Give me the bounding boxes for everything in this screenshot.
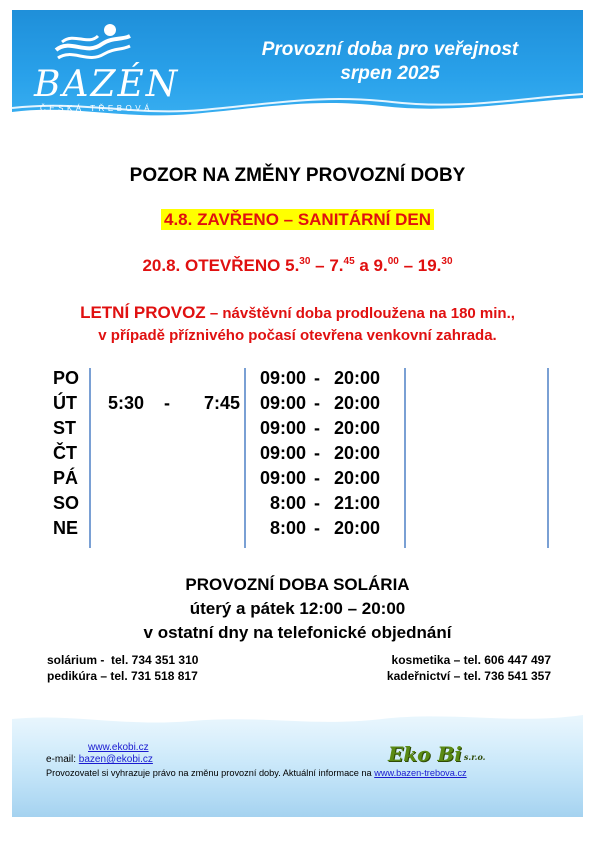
contact-solarium: solárium - tel. 734 351 310 [47, 653, 199, 667]
website-link[interactable]: www.ekobi.cz [88, 742, 149, 753]
eko-bi-logo [388, 742, 485, 766]
day-label: PO [53, 368, 80, 388]
schedule-row [0, 443, 595, 468]
pool-logo [24, 16, 180, 116]
contacts-right [387, 652, 551, 684]
email-line [46, 754, 153, 765]
eko-bi-logo-text: Eko Bi [388, 742, 462, 766]
summer-notice [0, 302, 595, 347]
solarium-line2: v ostatní dny na telefonické objednání [143, 623, 452, 642]
afternoon-to: 20:00 [334, 393, 381, 413]
afternoon-to: 20:00 [334, 468, 381, 488]
day-label: ST [53, 418, 77, 438]
open-notice-sup: 30 [441, 256, 453, 267]
afternoon-from: 8:00 [269, 493, 306, 513]
afternoon-to: 20:00 [334, 418, 381, 438]
day-label: NE [53, 518, 79, 538]
afternoon-dash: - [314, 368, 320, 388]
afternoon-dash: - [314, 443, 320, 463]
disclaimer [46, 768, 467, 778]
schedule-row [0, 518, 595, 543]
afternoon-from: 09:00 [259, 468, 306, 488]
day-label: ČT [53, 443, 77, 463]
open-notice-part: 20.8. OTEVŘENO 5. [142, 256, 300, 275]
afternoon-dash: - [314, 518, 320, 538]
open-notice-part: a 9. [354, 256, 388, 275]
afternoon-dash: - [314, 468, 320, 488]
contact-pedicure: pedikúra – tel. 731 518 817 [47, 669, 198, 683]
schedule-row [0, 418, 595, 443]
afternoon-from: 09:00 [259, 393, 306, 413]
logo-name: BAZÉN [34, 64, 180, 105]
afternoon-to: 20:00 [334, 443, 381, 463]
notice-title: POZOR NA ZMĚNY PROVOZNÍ DOBY [129, 165, 466, 186]
email-link[interactable]: bazen@ekobi.cz [78, 754, 153, 765]
solarium-line1: úterý a pátek 12:00 – 20:00 [189, 599, 406, 618]
morning-to: 7:45 [203, 393, 240, 413]
afternoon-to: 20:00 [334, 368, 381, 388]
afternoon-to: 21:00 [334, 493, 381, 513]
afternoon-from: 8:00 [269, 518, 306, 538]
open-notice-part: – 19. [398, 256, 442, 275]
schedule-row [0, 493, 595, 518]
solarium-title: PROVOZNÍ DOBA SOLÁRIA [185, 575, 410, 594]
afternoon-dash: - [314, 418, 320, 438]
eko-bi-logo-sro: s.r.o. [463, 752, 486, 762]
schedule-row [0, 468, 595, 493]
summer-lead: LETNÍ PROVOZ [80, 303, 206, 322]
schedule-row [0, 368, 595, 393]
open-notice-sup: 45 [343, 256, 355, 267]
afternoon-from: 09:00 [259, 368, 306, 388]
afternoon-from: 09:00 [259, 443, 306, 463]
email-label: e-mail: [46, 754, 79, 765]
afternoon-to: 20:00 [334, 518, 381, 538]
afternoon-dash: - [314, 393, 320, 413]
day-label: SO [53, 493, 80, 513]
open-notice-part: – 7. [310, 256, 344, 275]
contact-hairdresser: kadeřnictví – tel. 736 541 357 [386, 669, 551, 683]
afternoon-from: 09:00 [259, 418, 306, 438]
contacts-left [47, 652, 198, 684]
page-title [210, 38, 570, 86]
day-label: ÚT [53, 393, 77, 413]
open-notice [0, 256, 595, 276]
summer-text-line2: v případě příznivého počasí otevřena venkovní zahrada. [98, 327, 497, 344]
morning-from: 5:30 [108, 393, 145, 413]
open-notice-sup: 30 [299, 256, 311, 267]
header-band [12, 10, 583, 130]
day-label: PÁ [53, 468, 79, 488]
closed-notice-text: 4.8. ZAVŘENO – SANITÁRNÍ DEN [161, 209, 434, 230]
open-notice-sup: 00 [387, 256, 399, 267]
contact-cosmetics: kosmetika – tel. 606 447 497 [391, 653, 551, 667]
solarium-hours [0, 573, 595, 645]
swimmer-icon [52, 20, 132, 68]
morning-dash: - [164, 393, 170, 413]
schedule-row [0, 393, 595, 418]
page-title-line2: srpen 2025 [340, 63, 440, 84]
afternoon-dash: - [314, 493, 320, 513]
disclaimer-link[interactable]: www.bazen-trebova.cz [374, 768, 467, 778]
logo-subtitle: ČESKÁ TŘEBOVÁ [40, 104, 153, 113]
page-title-line1: Provozní doba pro veřejnost [261, 39, 519, 60]
disclaimer-text: Provozovatel si vyhrazuje právo na změnu provozní doby. Aktuální informace na [46, 768, 375, 778]
schedule-table [0, 368, 595, 548]
closed-notice [0, 210, 595, 230]
summer-text: – návštěvní doba prodloužena na 180 min., [205, 305, 515, 322]
